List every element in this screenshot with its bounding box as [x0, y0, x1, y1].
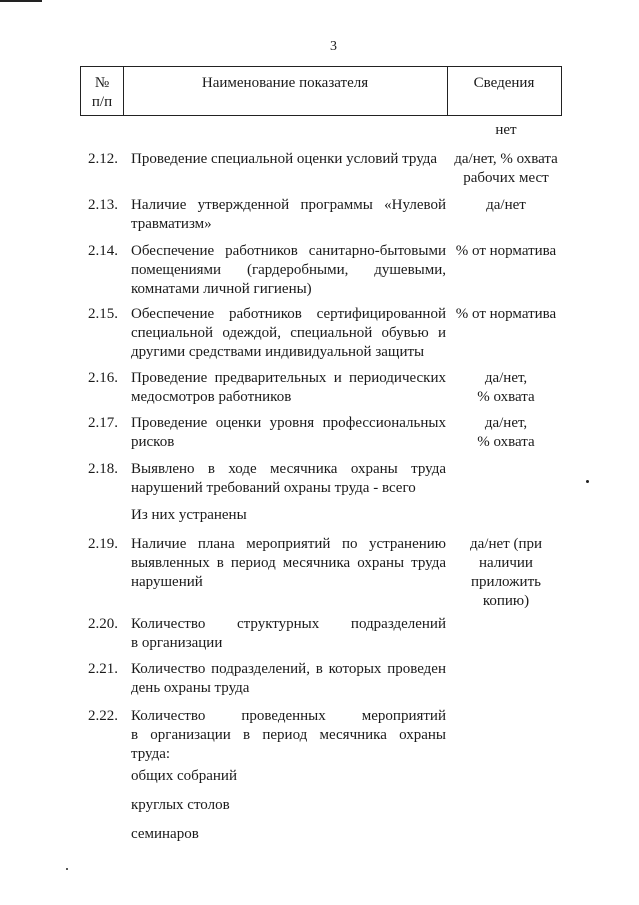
- row-value-line: копию): [482, 593, 530, 609]
- row-name-line: травматизм»: [131, 216, 212, 232]
- row-number: 2.21.: [88, 661, 118, 677]
- continuation-value: нет: [495, 122, 517, 138]
- row-value-line: да/нет (при: [470, 536, 542, 552]
- row-value-line: приложить: [471, 574, 541, 590]
- row-number: 2.14.: [88, 243, 118, 259]
- row-name-line: Наличие плана мероприятий по устранению: [131, 536, 446, 552]
- row-name: [131, 369, 446, 407]
- row-value-line: да/нет,: [484, 370, 528, 386]
- row-name-line: день охраны труда: [131, 680, 250, 696]
- header-col-num-line: п/п: [91, 94, 113, 110]
- page-number: 3: [330, 39, 337, 54]
- row-name-line: комнатами личной гигиены): [131, 281, 312, 297]
- row-number: 2.12.: [88, 151, 118, 167]
- row-name-line: Проведение оценки уровня профессиональных: [131, 415, 446, 431]
- row-name-line: труда:: [131, 746, 171, 762]
- row-name-line: Количество структурных подразделений: [131, 616, 446, 632]
- row-name-line: Обеспечение работников санитарно-бытовыми: [131, 243, 446, 259]
- row-name: [131, 196, 446, 234]
- row-name: [131, 535, 446, 592]
- row-value-line: % охвата: [477, 434, 535, 450]
- header-col-num: [81, 74, 123, 112]
- row-number: 2.16.: [88, 370, 118, 386]
- row-name: [131, 707, 446, 764]
- row-name: [131, 796, 446, 815]
- row-number: 2.18.: [88, 461, 118, 477]
- row-name-line: медосмотров работников: [131, 389, 292, 405]
- row-name-line: общих собраний: [131, 768, 237, 784]
- row-number: 2.22.: [88, 708, 118, 724]
- row-value-line: да/нет,: [484, 415, 528, 431]
- header-col-value: Сведения: [473, 75, 535, 91]
- row-name-line: помещениями (гардеробными, душевыми,: [131, 262, 446, 278]
- row-name: [131, 242, 446, 299]
- row-name-line: нарушений: [131, 574, 203, 590]
- row-value-line: да/нет, % охвата: [454, 151, 558, 167]
- row-value: [448, 414, 564, 452]
- row-name-line: нарушений требований охраны труда - всего: [131, 480, 416, 496]
- row-value: [448, 150, 564, 188]
- row-value-line: % охвата: [477, 389, 535, 405]
- row-value-line: % от норматива: [455, 243, 557, 259]
- row-number: 2.13.: [88, 197, 118, 213]
- row-name-line: Проведение предварительных и периодических: [131, 370, 446, 386]
- row-name-line: выявленных в период месячника охраны труда: [131, 555, 446, 571]
- scan-speck: [66, 868, 68, 870]
- row-name: [131, 460, 446, 498]
- row-number: 2.15.: [88, 306, 118, 322]
- row-value: [448, 305, 564, 324]
- row-number: 2.19.: [88, 536, 118, 552]
- row-name-line: семинаров: [131, 826, 199, 842]
- row-name-line: Из них устранены: [131, 507, 247, 523]
- table-header: [80, 66, 562, 116]
- row-name: [131, 767, 446, 786]
- row-value-line: наличии: [479, 555, 533, 571]
- row-name-line: рисков: [131, 434, 175, 450]
- row-name: [131, 506, 446, 525]
- row-name-line: круглых столов: [131, 797, 230, 813]
- row-value: [448, 196, 564, 215]
- row-number: 2.20.: [88, 616, 118, 632]
- row-value: [448, 242, 564, 261]
- row-name: [131, 305, 446, 362]
- row-name-line: Выявлено в ходе месячника охраны труда: [131, 461, 446, 477]
- row-name-line: Проведение специальной оценки условий труда: [131, 151, 438, 167]
- row-value: [448, 369, 564, 407]
- row-name: [131, 615, 446, 653]
- row-name-line: Обеспечение работников сертифицированной: [131, 306, 446, 322]
- row-name: [131, 660, 446, 698]
- row-name-line: Наличие утвержденной программы «Нулевой: [131, 197, 446, 213]
- row-name-line: специальной одеждой, специальной обувью и: [131, 325, 446, 341]
- row-name: [131, 825, 446, 844]
- row-value: [448, 535, 564, 611]
- row-name-line: в организации в период месячника охраны: [131, 727, 446, 743]
- row-number: 2.17.: [88, 415, 118, 431]
- header-col-name: Наименование показателя: [201, 75, 369, 91]
- row-value-line: рабочих мест: [463, 170, 549, 186]
- row-value-line: % от норматива: [455, 306, 557, 322]
- row-name-line: другими средствами индивидуальной защиты: [131, 344, 425, 360]
- row-name-line: Количество проведенных мероприятий: [131, 708, 446, 724]
- row-name-line: Количество подразделений, в которых проведен: [131, 661, 446, 677]
- row-name: [131, 150, 446, 169]
- row-name: [131, 414, 446, 452]
- row-value-line: да/нет: [486, 197, 526, 213]
- scan-speck: [586, 480, 589, 483]
- header-col-num-line: №: [94, 75, 110, 91]
- row-name-line: в организации: [131, 635, 223, 651]
- corner-mark: [0, 0, 42, 2]
